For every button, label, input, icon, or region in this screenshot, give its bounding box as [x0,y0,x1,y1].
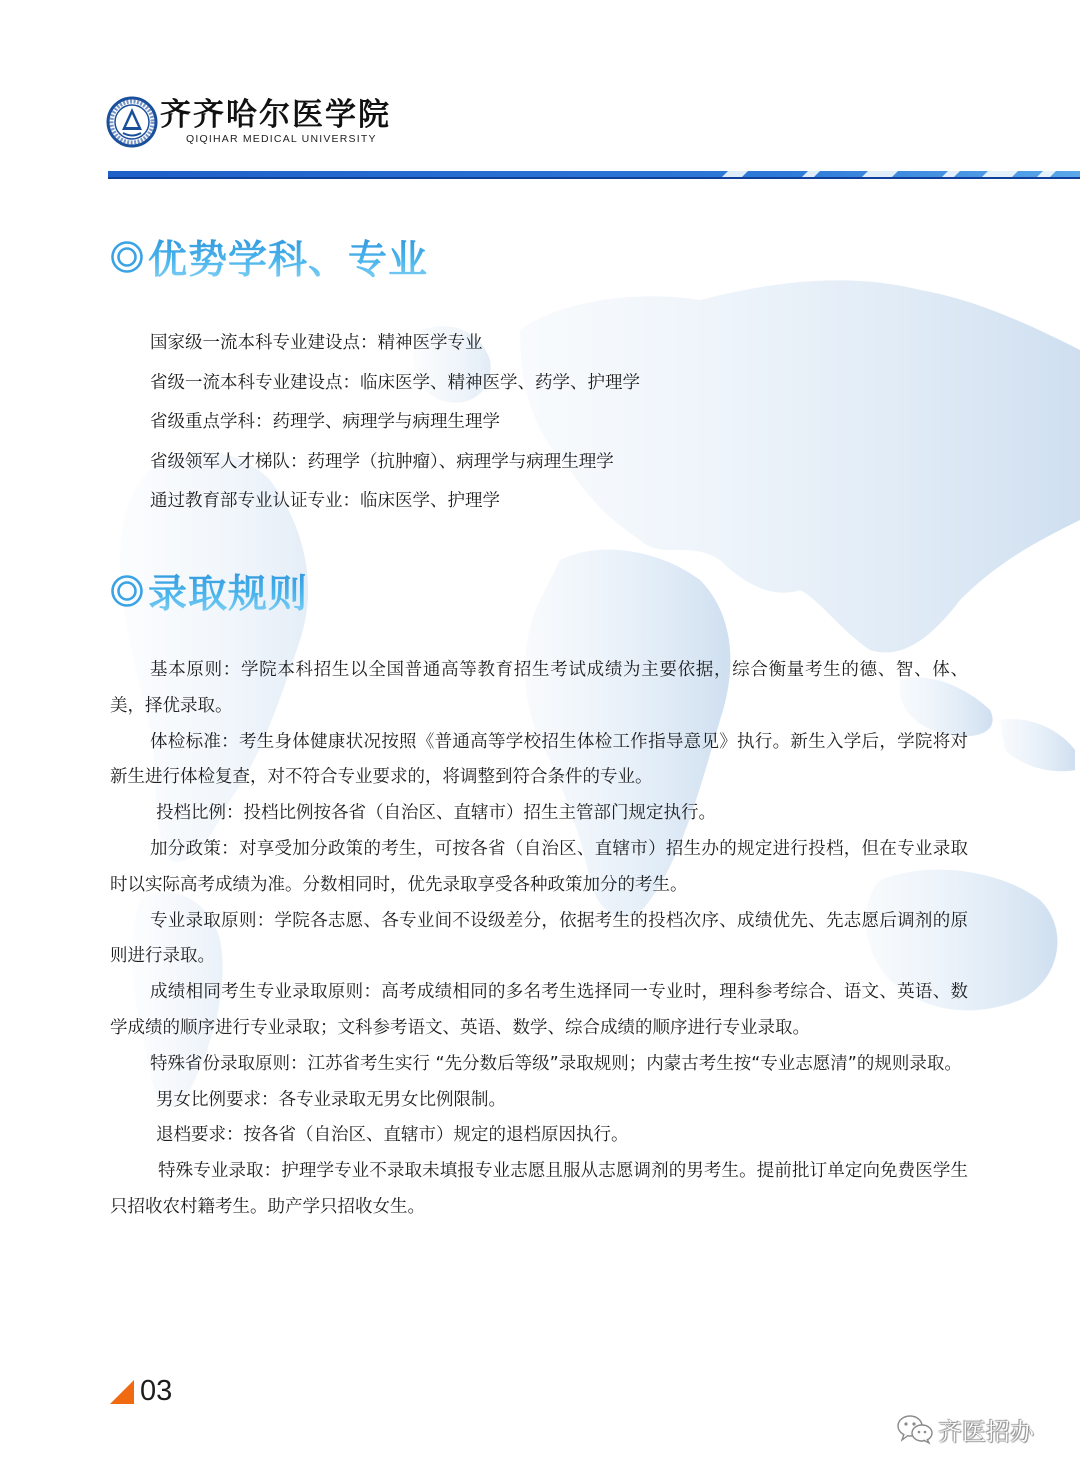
school-logo [106,96,406,156]
rule-paragraph: 特殊省份录取原则：江苏省考生实行 “先分数后等级”录取规则；内蒙古考生按“专业志愿清”的规则录取。 [150,1053,962,1074]
list-item: 省级重点学科：药理学、病理学与病理生理学 [150,412,500,432]
page-number [110,1372,172,1408]
rule-paragraph: 投档比例：投档比例按各省（自治区、直辖市）招生主管部门规定执行。 [156,803,716,824]
rule-paragraph: 专业录取原则：学院各志愿、各专业间不设级差分，依据考生的投档次序、成绩优先、先志愿后调剂的原则进行录取。 [110,910,968,967]
section-heading-admission [110,566,308,616]
discipline-list [150,324,1010,522]
wechat-watermark [896,1411,1034,1447]
wechat-icon [896,1413,934,1445]
rule-paragraph: 加分政策：对享受加分政策的考生，可按各省（自治区、直辖市）招生办的规定进行投档，但在专业录取时以实际高考成绩为准。分数相同时，优先录取享受各种政策加分的考生。 [110,838,968,895]
section-title: 录取规则 [148,563,308,619]
list-item: 通过教育部专业认证专业：临床医学、护理学 [150,491,500,511]
watermark-text: 齐医招办 [938,1417,1034,1446]
school-name-cn: 齐齐哈尔医学院 [160,97,391,133]
admission-rules [110,653,968,1226]
page-number-text: 03 [140,1375,173,1407]
double-circle-icon [110,574,144,608]
rule-paragraph: 退档要求：按各省（自治区、直辖市）规定的退档原因执行。 [156,1125,629,1146]
triangle-marker-icon [110,1380,134,1404]
section-heading-disciplines [110,232,428,282]
rule-paragraph: 成绩相同考生专业录取原则：高考成绩相同的多名考生选择同一专业时，理科参考综合、语文、英语、数学成绩的顺序进行专业录取；文科参考语文、英语、数学、综合成绩的顺序进行专业录取。 [110,982,968,1038]
list-item: 国家级一流本科专业建设点：精神医学专业 [150,333,483,353]
rule-paragraph: 特殊专业录取：护理学专业不录取未填报专业志愿且服从志愿调剂的男考生。提前批订单定向免费医学生只招收农村籍考生。助产学只招收女生。 [110,1161,968,1217]
rule-paragraph: 体检标准：考生身体健康状况按照《普通高等学校招生体检工作指导意见》执行。新生入学后，学院将对新生进行体检复查，对不符合专业要求的，将调整到符合条件的专业。 [110,731,968,788]
rule-paragraph: 男女比例要求：各专业录取无男女比例限制。 [156,1089,506,1110]
rule-paragraph: 基本原则：学院本科招生以全国普通高等教育招生考试成绩为主要依据，综合衡量考生的德、智、体、美，择优录取。 [110,660,968,716]
school-name-en: QIQIHAR MEDICAL UNIVERSITY [186,133,377,145]
list-item: 省级一流本科专业建设点：临床医学、精神医学、药学、护理学 [150,372,640,393]
double-circle-icon [110,240,144,274]
school-seal-icon [106,96,158,148]
header-stripe [108,169,1080,179]
list-item: 省级领军人才梯队：药理学（抗肿瘤）、病理学与病理生理学 [150,451,614,472]
section-title: 优势学科、专业 [148,229,428,285]
